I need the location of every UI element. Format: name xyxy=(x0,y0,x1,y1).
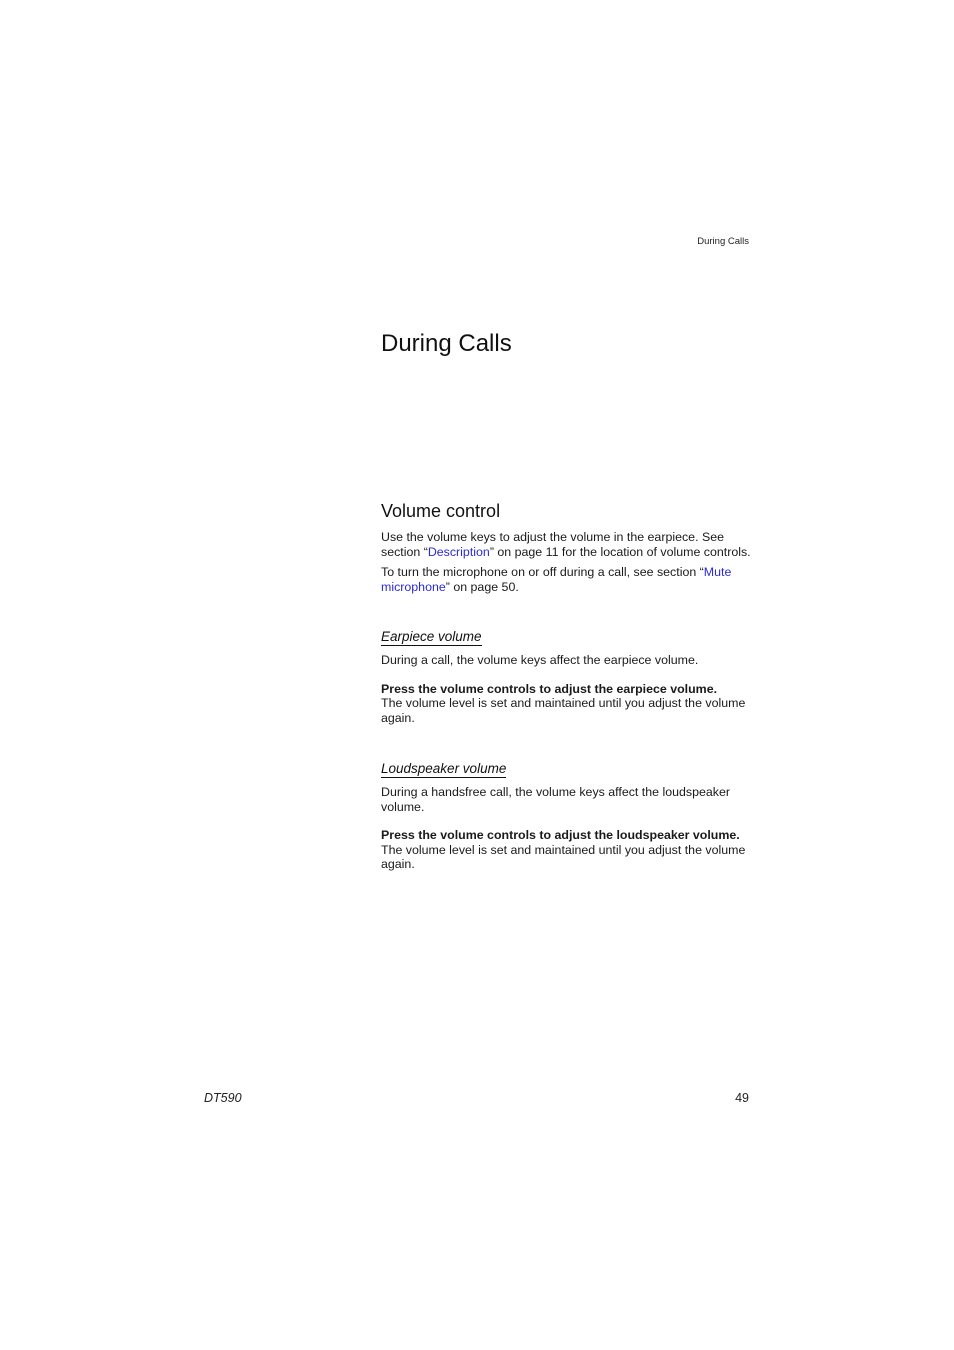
chapter-title: During Calls xyxy=(381,330,512,357)
earpiece-intro: During a call, the volume keys affect the earpiece volume. xyxy=(381,653,699,667)
mute-microphone-link[interactable]: Mute microphone xyxy=(381,565,732,594)
volume-control-paragraph-1: Use the volume keys to adjust the volume in the earpiece. See section “Description” on page 11 for the location of volume controls. xyxy=(381,530,751,559)
earpiece-result: The volume level is set and maintained until you adjust the volume again. xyxy=(381,696,746,725)
subsection-title-earpiece-volume: Earpiece volume xyxy=(381,629,482,644)
volume-control-paragraph-2: To turn the microphone on or off during a call, see section “Mute microphone” on page 50. xyxy=(381,565,732,594)
loudspeaker-intro: During a handsfree call, the volume keys affect the loudspeaker volume. xyxy=(381,785,730,814)
subsection-title-loudspeaker-volume: Loudspeaker volume xyxy=(381,761,507,776)
main-content xyxy=(381,500,751,872)
footer-page-number: 49 xyxy=(735,1091,749,1105)
section-title-volume-control: Volume control xyxy=(381,501,501,521)
loudspeaker-instruction: Press the volume controls to adjust the loudspeaker volume. xyxy=(381,828,740,842)
description-link[interactable]: Description xyxy=(427,544,490,559)
running-header: During Calls xyxy=(697,236,749,247)
footer-product-name: DT590 xyxy=(204,1091,242,1105)
loudspeaker-result: The volume level is set and maintained until you adjust the volume again. xyxy=(381,842,746,871)
earpiece-instruction: Press the volume controls to adjust the earpiece volume. xyxy=(381,681,718,696)
